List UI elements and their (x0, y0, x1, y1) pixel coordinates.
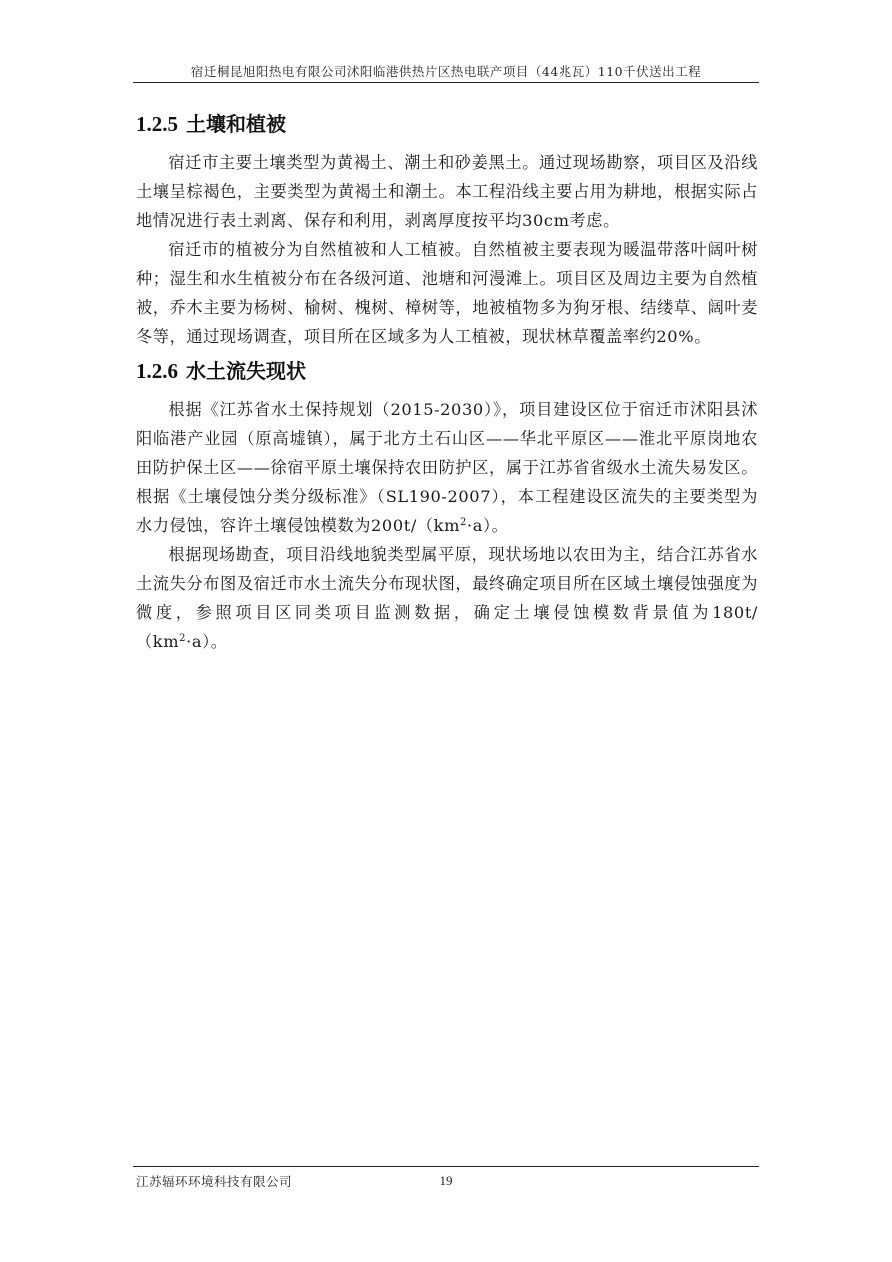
section-heading-1-2-6 (136, 353, 758, 389)
paragraph-vegetation: 宿迁市的植被分为自然植被和人工植被。自然植被主要表现为暖温带落叶阔叶树种；湿生和水生植被分布在各级河道、池塘和河漫滩上。项目区及周边主要为自然植被，乔木主要为杨树、榆树、槐树、樟树等，地被植物多为狗牙根、结缕草、阔叶麦冬等，通过现场调查，项目所在区域多为人工植被，现状林草覆盖率约20%。 (136, 240, 758, 346)
header-rule (133, 82, 759, 83)
page-number: 19 (439, 1173, 453, 1188)
superscript: 2 (179, 633, 187, 644)
paragraph-soil-types: 宿迁市主要土壤类型为黄褐土、潮土和砂姜黑土。通过现场勘察，项目区及沿线土壤呈棕褐色，主要类型为黄褐土和潮土。本工程沿线主要占用为耕地，根据实际占地情况进行表土剥离、保存和利用，剥离厚度按平均30cm考虑。 (136, 153, 758, 230)
section-title: 水土流失现状 (186, 359, 306, 383)
paragraph-text: ·a）。 (186, 632, 228, 651)
footer-company: 江苏辐环环境科技有限公司 (136, 1174, 293, 1189)
section-number: 1.2.5 (136, 112, 178, 136)
paragraph-text: ·a）。 (467, 516, 509, 535)
superscript: 2 (460, 517, 467, 528)
footer-rule (133, 1166, 759, 1167)
document-body (136, 106, 758, 656)
section-heading-1-2-5 (136, 106, 758, 142)
paragraph-erosion-background (136, 540, 758, 656)
paragraph-text: 根据《江苏省水土保持规划（2015-2030）》，项目建设区位于宿迁市沭阳县沭阳临港产业园（原高墟镇），属于北方土石山区——华北平原区——淮北平原岗地农田防护保土区——徐宿平原土壤保持农田防护区，属于江苏省省级水土流失易发区。根据《土壤侵蚀分类分级标准》（SL190-2007），本工程建设区流失的主要类型为水力侵蚀，容许土壤侵蚀模数为200t/（km (136, 400, 758, 535)
section-number: 1.2.6 (136, 359, 178, 383)
section-title: 土壤和植被 (186, 112, 286, 136)
paragraph-erosion-zoning (136, 395, 758, 540)
paragraph-text: 根据现场勘查，项目沿线地貌类型属平原，现状场地以农田为主，结合江苏省水土流失分布图及宿迁市水土流失分布现状图，最终确定项目所在区域土壤侵蚀强度为微度，参照项目区同类项目监测数据，确定土壤侵蚀模数背景值为180t/（km (136, 545, 758, 651)
running-header: 宿迁桐昆旭阳热电有限公司沭阳临港供热片区热电联产项目（44兆瓦）110千伏送出工程 (190, 64, 702, 79)
